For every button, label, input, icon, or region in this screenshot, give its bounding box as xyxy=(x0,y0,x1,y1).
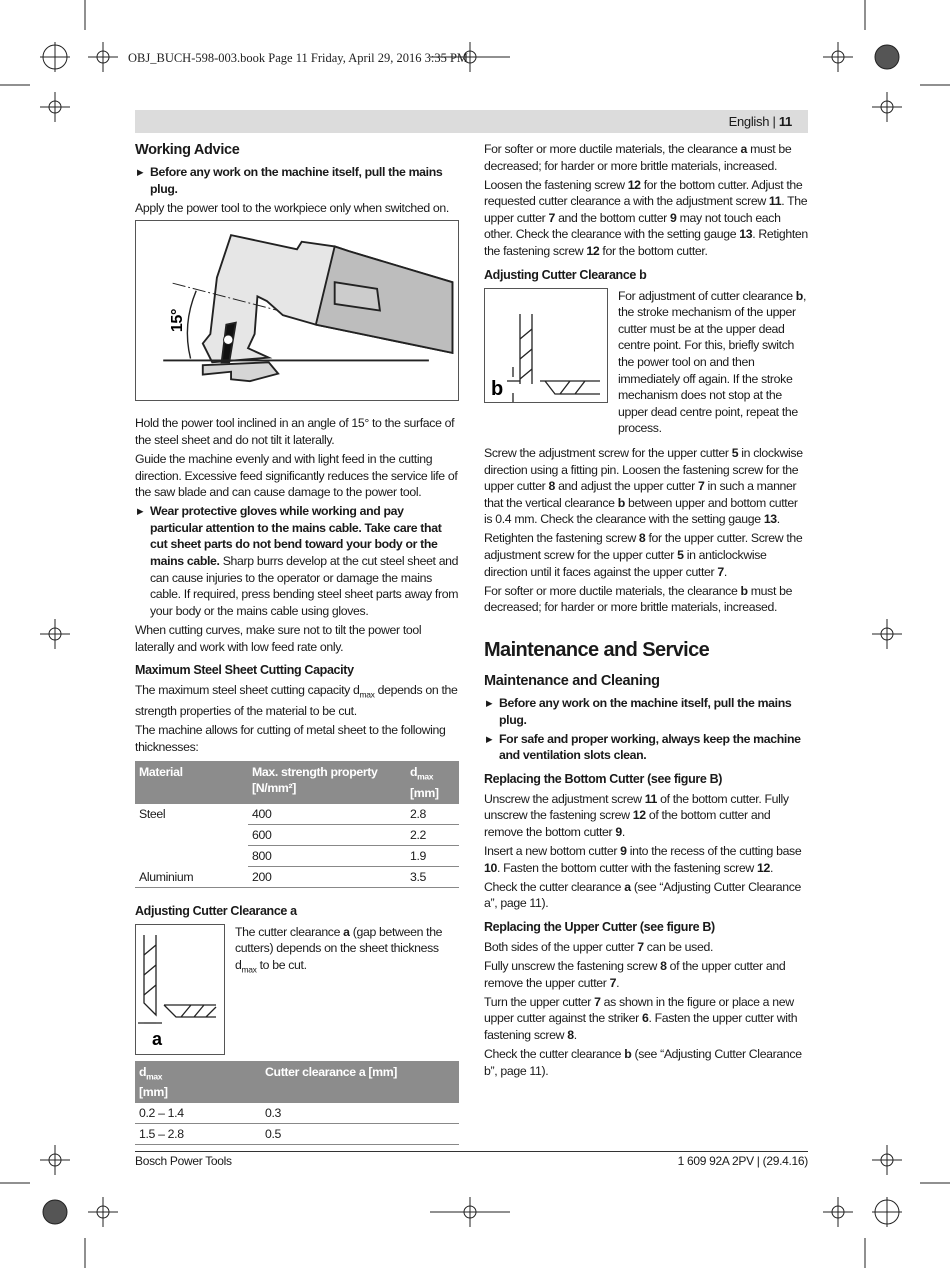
text-run: a xyxy=(740,142,748,156)
text-run: The maximum steel sheet cutting capacity d xyxy=(135,683,360,698)
paragraph xyxy=(135,682,459,720)
paragraph xyxy=(484,445,808,528)
figure-with-caption xyxy=(135,924,459,1055)
text-run: 7 xyxy=(594,994,601,1009)
text-run: as shown in the figure or place a new upper cutter against the striker xyxy=(484,994,794,1026)
table-cell: Steel xyxy=(139,807,166,822)
text-run: Working Advice xyxy=(135,142,240,158)
paragraph xyxy=(484,994,808,1044)
paragraph xyxy=(484,530,808,580)
paragraph xyxy=(135,200,459,217)
paragraph xyxy=(135,451,459,501)
table-cell: 2.2 xyxy=(406,824,459,845)
subsection-heading xyxy=(484,672,808,690)
text-run: in clockwise direction using a fitting pin. Loosen the fastening screw for the upper cutter xyxy=(484,446,803,494)
text-run: 12 xyxy=(632,808,646,823)
paragraph xyxy=(484,791,808,841)
figure-cutter-clearance-a xyxy=(135,924,225,1055)
text-run: and adjust the upper cutter xyxy=(555,479,698,494)
page-header xyxy=(729,114,792,129)
table-cell: 0.5 xyxy=(261,1124,459,1145)
text-run: max xyxy=(241,964,257,975)
table-cell: 600 xyxy=(248,824,406,845)
table-row xyxy=(135,866,459,887)
paragraph xyxy=(135,722,459,755)
minor-heading xyxy=(484,918,808,936)
minor-heading xyxy=(135,902,459,920)
minor-heading xyxy=(484,770,808,788)
text-run: of the upper cutter and remove the upper cutter xyxy=(484,959,786,990)
text-run: . Retighten the fastening screw xyxy=(484,227,808,259)
table-header xyxy=(135,1061,261,1103)
text-run: for the bottom cutter. Adjust the requested cutter clearance a with the adjustment screw xyxy=(484,177,803,209)
table-cell: 0.2 – 1.4 xyxy=(135,1103,261,1124)
text-run: (see “Adjusting Cutter Clearance a”, page 11). xyxy=(484,879,802,911)
bullet-item xyxy=(135,164,459,197)
text-run: into the recess of the cutting base xyxy=(626,844,802,859)
text-run: 9 xyxy=(670,210,677,225)
text-run: . xyxy=(616,975,620,990)
paragraph xyxy=(235,924,459,1055)
text-run: to be cut. xyxy=(256,958,307,973)
text-run: . xyxy=(776,512,780,527)
text-run: 8 xyxy=(567,1027,574,1042)
text-run: . Fasten the bottom cutter with the fastening screw xyxy=(496,860,757,875)
table-header: Cutter clearance a [mm] xyxy=(261,1061,459,1103)
clearance-b-label: b xyxy=(491,377,503,400)
text-run: For adjustment of cutter clearance xyxy=(618,288,796,303)
text-run: for the bottom cutter. xyxy=(599,244,708,259)
text-run: 10 xyxy=(484,860,497,875)
text-run: Sharp burrs develop at the cut steel sheet and can cause injuries to the operator or damage the mains cable. If required, press bending steel sheet parts away from your body or the mains cable using gloves. xyxy=(150,554,459,618)
text-run: (gap between the cutters) depends on the sheet thickness d xyxy=(235,924,443,973)
text-run: must be decreased; for harder or more brittle materials, increased. xyxy=(484,142,792,173)
table-header: Material xyxy=(135,761,248,803)
footer-rule xyxy=(135,1151,808,1152)
table-row xyxy=(135,824,459,845)
text-run: in anticlockwise direction until it faces against the upper cutter xyxy=(484,548,767,579)
header-separator: | xyxy=(769,114,779,129)
text-run: of the bottom cutter. Fully unscrew the fastening screw xyxy=(484,791,789,823)
cutter-clearance-table xyxy=(135,1061,459,1145)
text-run: of the bottom cutter and remove the bottom cutter xyxy=(484,808,771,839)
paragraph xyxy=(484,958,808,991)
dmax-header-label: $d_{max}$ [mm] xyxy=(410,765,439,800)
text-run: Before any work on the machine itself, pull the mains plug. xyxy=(150,165,443,196)
text-run: Retighten the fastening screw xyxy=(484,531,639,546)
table-cell: Aluminium xyxy=(135,866,248,887)
text-run: between upper and bottom cutter is 0.4 mm. Check the clearance with the setting gauge xyxy=(484,495,798,527)
angle-label: 15° xyxy=(169,309,187,333)
text-run: Replacing the Upper Cutter (see figure B) xyxy=(484,919,715,934)
paragraph xyxy=(135,622,459,655)
text-run: . xyxy=(723,564,727,579)
table-cell xyxy=(135,845,248,866)
text-run: depends on the strength properties of the material to be cut. xyxy=(135,683,458,719)
text-run: The machine allows for cutting of metal sheet to the following thicknesses: xyxy=(135,723,446,754)
text-run: Screw the adjustment screw for the upper cutter xyxy=(484,446,732,460)
text-run: 12 xyxy=(627,177,641,192)
text-run: . xyxy=(769,860,774,875)
text-run: Wear protective gloves while working and pay particular attention to the mains cable. Take care that cut sheet parts do not bend toward your body or the mains cable. xyxy=(150,504,442,569)
text-run: . xyxy=(621,825,625,839)
table-row xyxy=(135,1124,459,1145)
text-run: 5 xyxy=(677,548,684,563)
text-run: Insert a new bottom cutter xyxy=(484,844,621,859)
text-run: may not touch each other. Check the clearance with the setting gauge xyxy=(484,210,781,242)
text-run: 8 xyxy=(638,531,646,546)
paragraph xyxy=(135,415,459,448)
footer-doc-number: 1 609 92A 2PV | (29.4.16) xyxy=(677,1154,808,1168)
text-run: a xyxy=(343,924,350,939)
paragraph xyxy=(484,177,808,260)
text-run: 12 xyxy=(586,244,600,259)
table-row xyxy=(135,804,459,825)
paragraph xyxy=(484,843,808,876)
table-cell: 200 xyxy=(248,866,406,887)
text-run: . Fasten the upper cutter with fastening screw xyxy=(484,1011,798,1042)
text-run: in such a manner that the vertical clearance xyxy=(484,479,797,510)
text-run: . xyxy=(573,1027,577,1042)
footer-publisher: Bosch Power Tools xyxy=(135,1154,232,1168)
text-run: 8 xyxy=(660,959,667,974)
book-slug: OBJ_BUCH-598-003.book Page 11 Friday, April 29, 2016 3:35 PM xyxy=(128,51,469,65)
table-row xyxy=(135,845,459,866)
header-language: English xyxy=(728,114,770,129)
table-row xyxy=(135,1103,459,1124)
minor-heading xyxy=(484,266,808,284)
figure-cutter-clearance-b xyxy=(484,288,608,403)
text-run: Check the cutter clearance xyxy=(484,879,625,894)
text-run: Both sides of the upper cutter xyxy=(484,939,638,954)
text-run: b xyxy=(617,495,625,510)
text-run: . The upper cutter xyxy=(484,194,808,225)
table-cell xyxy=(135,824,248,845)
bullet-item xyxy=(484,731,808,764)
text-run: 11 xyxy=(768,194,782,209)
clearance-a-label: a xyxy=(152,1028,162,1049)
text-run: Unscrew the adjustment screw xyxy=(484,791,645,806)
right-column xyxy=(484,141,808,1082)
text-run: The cutter clearance xyxy=(235,924,344,939)
text-run: 11 xyxy=(644,791,658,806)
table-cell: 0.3 xyxy=(261,1103,459,1124)
text-run: Maintenance and Service xyxy=(484,638,710,661)
text-run: 12 xyxy=(756,860,770,875)
text-run: Adjusting Cutter Clearance a xyxy=(135,903,297,918)
left-column xyxy=(135,141,459,1159)
text-run: Loosen the fastening screw xyxy=(484,177,628,192)
text-run: Adjusting Cutter Clearance b xyxy=(484,267,647,282)
text-run: 6 xyxy=(641,1011,649,1026)
text-run: b xyxy=(795,288,803,303)
text-run: a xyxy=(624,879,631,894)
text-run: For softer or more ductile materials, the clearance xyxy=(484,583,741,598)
bullet-item xyxy=(135,503,459,619)
text-run: 9 xyxy=(620,844,627,859)
figure-tool-angle xyxy=(135,220,459,401)
figure-with-caption xyxy=(484,288,808,437)
table-header: Max. strength property [N/mm²] xyxy=(248,761,406,803)
paragraph xyxy=(484,1046,808,1079)
text-run: Hold the power tool inclined in an angle of 15° to the surface of the steel sheet and do not tilt it laterally. xyxy=(135,416,455,447)
text-run: can be used. xyxy=(643,939,714,954)
text-run: Replacing the Bottom Cutter (see figure B) xyxy=(484,771,723,786)
paragraph xyxy=(484,879,808,912)
text-run: b xyxy=(740,583,748,598)
text-run: Apply the power tool to the workpiece only when switched on. xyxy=(135,200,449,215)
text-run: and the bottom cutter xyxy=(555,210,670,225)
bullet-item xyxy=(484,695,808,728)
text-run: Check the cutter clearance xyxy=(484,1047,625,1062)
subsection-heading xyxy=(135,141,459,159)
paragraph xyxy=(618,288,808,437)
text-run: 9 xyxy=(615,825,622,839)
text-run: When cutting curves, make sure not to tilt the power tool laterally and work with low feed rate only. xyxy=(135,622,422,654)
text-run: b xyxy=(624,1047,632,1062)
text-run: For softer or more ductile materials, the clearance xyxy=(484,142,741,156)
text-run: Fully unscrew the fastening screw xyxy=(484,959,661,974)
text-run: for the upper cutter. Screw the adjustment screw for the upper cutter xyxy=(484,531,803,563)
text-run: (see “Adjusting Cutter Clearance b”, page 11). xyxy=(484,1047,802,1078)
table-cell: 1.5 – 2.8 xyxy=(135,1124,261,1145)
text-run: 13 xyxy=(763,512,777,527)
table-cell: 400 xyxy=(248,804,406,825)
text-run: 7 xyxy=(717,564,724,579)
paragraph xyxy=(484,583,808,616)
table-cell: 800 xyxy=(248,845,406,866)
text-run: 5 xyxy=(731,446,739,460)
paragraph xyxy=(484,939,808,956)
cutting-capacity-table xyxy=(135,761,459,887)
text-run: 13 xyxy=(739,227,753,242)
text-run: 7 xyxy=(548,210,555,225)
page-number: 11 xyxy=(778,114,792,129)
minor-heading xyxy=(135,661,459,679)
text-run: For safe and proper working, always keep the machine and ventilation slots clean. xyxy=(499,731,801,763)
text-run: Turn the upper cutter xyxy=(484,994,595,1009)
table-cell: 2.8 xyxy=(406,804,459,825)
page-header-bar xyxy=(135,110,808,133)
section-heading xyxy=(484,638,808,662)
table-header xyxy=(406,761,459,803)
tool-angle-illustration xyxy=(136,221,458,400)
text-run: 7 xyxy=(637,939,644,954)
text-run: 7 xyxy=(609,975,617,990)
text-run: max xyxy=(359,689,375,700)
dmax-header-label: $d_{max}$ [mm] xyxy=(139,1064,168,1100)
text-run: Maximum Steel Sheet Cutting Capacity xyxy=(135,663,354,678)
text-run: Before any work on the machine itself, pull the mains plug. xyxy=(499,695,792,727)
table-cell: 1.9 xyxy=(406,845,459,866)
text-run: 7 xyxy=(697,479,705,494)
text-run: Maintenance and Cleaning xyxy=(484,672,660,689)
paragraph xyxy=(484,141,808,174)
text-run: , the stroke mechanism of the upper cutter must be at the upper dead centre point. For this, briefly switch the power tool on and then immediately off again. If the stroke mechanism does not stop at the upper dead centre point, repeat the process. xyxy=(618,288,807,436)
text-run: 8 xyxy=(548,479,555,494)
text-run: must be decreased; for harder or more brittle materials, increased. xyxy=(484,583,793,615)
text-run: Guide the machine evenly and with light feed in the cutting direction. Excessive feed significantly reduces the service life of the saw blade and can cause damage to the power tool. xyxy=(135,451,458,500)
table-cell: 3.5 xyxy=(406,866,459,887)
